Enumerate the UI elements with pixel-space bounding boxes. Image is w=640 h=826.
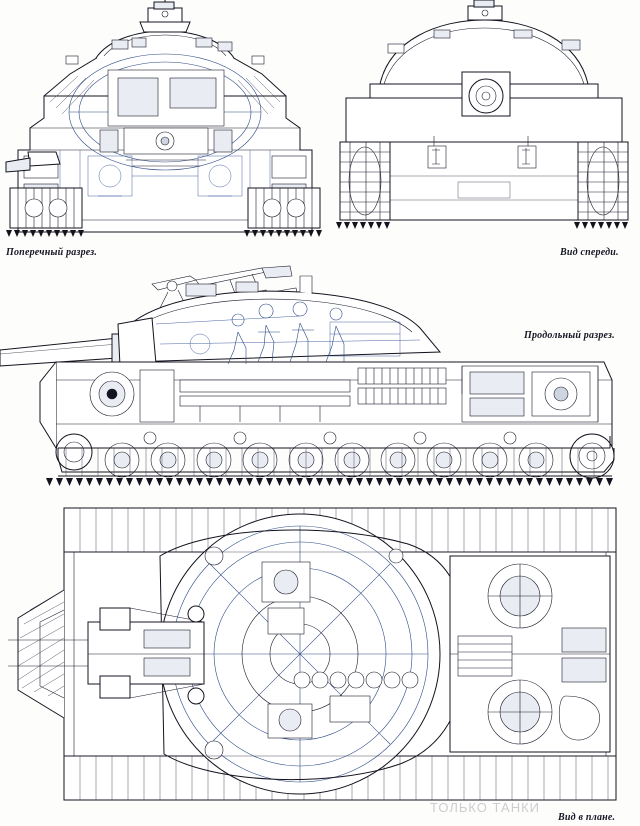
watermark: ТОЛЬКО ТАНКИ: [430, 800, 541, 815]
ground-line: [336, 222, 628, 229]
caption-longitudinal-section: Продольный разрез.: [524, 330, 615, 341]
caption-plan-view: Вид в плане.: [558, 812, 616, 823]
track-right: [578, 142, 628, 220]
caption-cross-section: Поперечный разрез.: [6, 247, 98, 258]
view-longitudinal: [0, 262, 640, 500]
view-cross-section: [0, 0, 330, 245]
view-plan: [0, 500, 640, 810]
view-front: [328, 0, 640, 245]
longitudinal-section-drawing: [0, 262, 640, 500]
cross-section-drawing: [0, 0, 330, 245]
main-gun-barrel: [0, 334, 132, 366]
track-left: [340, 142, 390, 220]
front-view-drawing: [328, 0, 640, 245]
track-right: [248, 188, 320, 228]
ground-line: [46, 478, 613, 486]
plan-view-drawing: [0, 500, 640, 810]
engine-block: [462, 366, 598, 422]
caption-front-view: Вид спереди.: [560, 247, 619, 258]
track-left: [10, 188, 82, 228]
